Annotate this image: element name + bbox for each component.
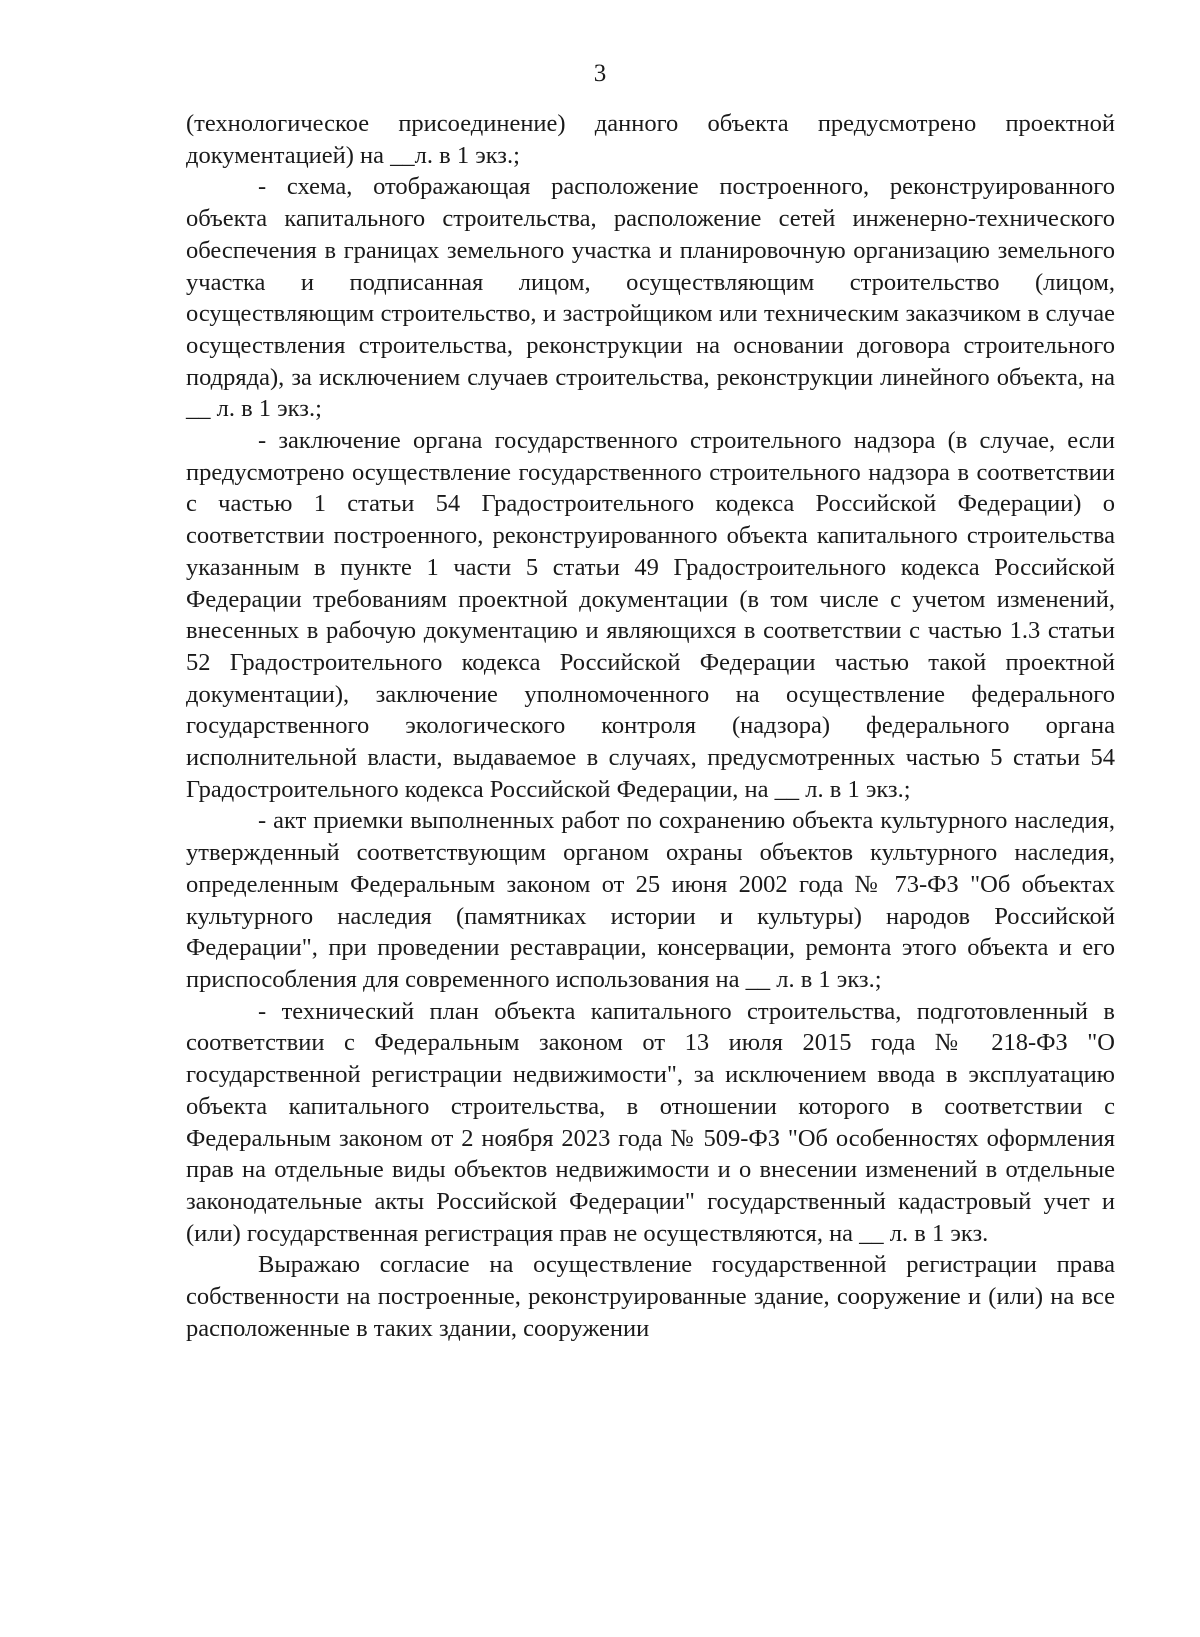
- paragraph-tech-connection: (технологическое присоединение) данного объекта предусмотрено проектной документацией) на __л. в 1 экз.;: [186, 110, 1115, 169]
- page-number: 3: [593, 60, 607, 87]
- paragraph-consent: Выражаю согласие на осуществление государственной регистрации права собственности на построенные, реконструированные здание, сооружение и (или) на все расположенные в таких здании, сооружении: [186, 1251, 1115, 1342]
- paragraph-cultural-heritage-act: - акт приемки выполненных работ по сохранению объекта культурного наследия, утвержденный соответствующим органом охраны объектов культурного наследия, определенным Федеральным законом от 25 июня 2002 года № 73-ФЗ "Об объектах культурного наследия (памятниках истории и культуры) народов Российской Федерации", при проведении реставрации, консервации, ремонта этого объекта и его приспособления для современного использования на __ л. в 1 экз.;: [186, 807, 1115, 993]
- paragraph-technical-plan: - технический план объекта капитального строительства, подготовленный в соответствии с Федеральным законом от 13 июля 2015 года № 218-ФЗ "О государственной регистрации недвижимости", за исключением ввода в эксплуатацию объекта капитального строительства, в отношении которого в соответствии с Федеральным законом от 2 ноября 2023 года № 509-ФЗ "Об особенностях оформления прав на отдельные виды объектов недвижимости и о внесении изменений в отдельные законодательные акты Российской Федерации" государственный кадастровый учет и (или) государственная регистрация прав не осуществляются, на __ л. в 1 экз.: [186, 997, 1115, 1247]
- paragraph-supervision-conclusion: - заключение органа государственного строительного надзора (в случае, если предусмотрено осуществление государственного строительного надзора в соответствии с частью 1 статьи 54 Градостроительного кодекса Российской Федерации) о соответствии построенного, реконструированного объекта капитального строительства указанным в пункте 1 части 5 статьи 49 Градостроительного кодекса Российской Федерации требованиям проектной документации (в том числе с учетом изменений, внесенных в рабочую документацию и являющихся в соответствии с частью 1.3 статьи 52 Градостроительного кодекса Российской Федерации частью такой проектной документации), заключение уполномоченного на осуществление федерального государственного экологического контроля (надзора) федерального органа исполнительной власти, выдаваемое в случаях, предусмотренных частью 5 статьи 54 Градостроительного кодекса Российской Федерации, на __ л. в 1 экз.;: [186, 427, 1115, 803]
- paragraph-scheme: - схема, отображающая расположение построенного, реконструированного объекта капитального строительства, расположение сетей инженерно-технического обеспечения в границах земельного участка и планировочную организацию земельного участка и подписанная лицом, осуществляющим строительство (лицом, осуществляющим строительство, и застройщиком или техническим заказчиком в случае осуществления строительства, реконструкции на основании договора строительного подряда), за исключением случаев строительства, реконструкции линейного объекта, на __ л. в 1 экз.;: [186, 173, 1115, 423]
- document-body: [186, 108, 1115, 1344]
